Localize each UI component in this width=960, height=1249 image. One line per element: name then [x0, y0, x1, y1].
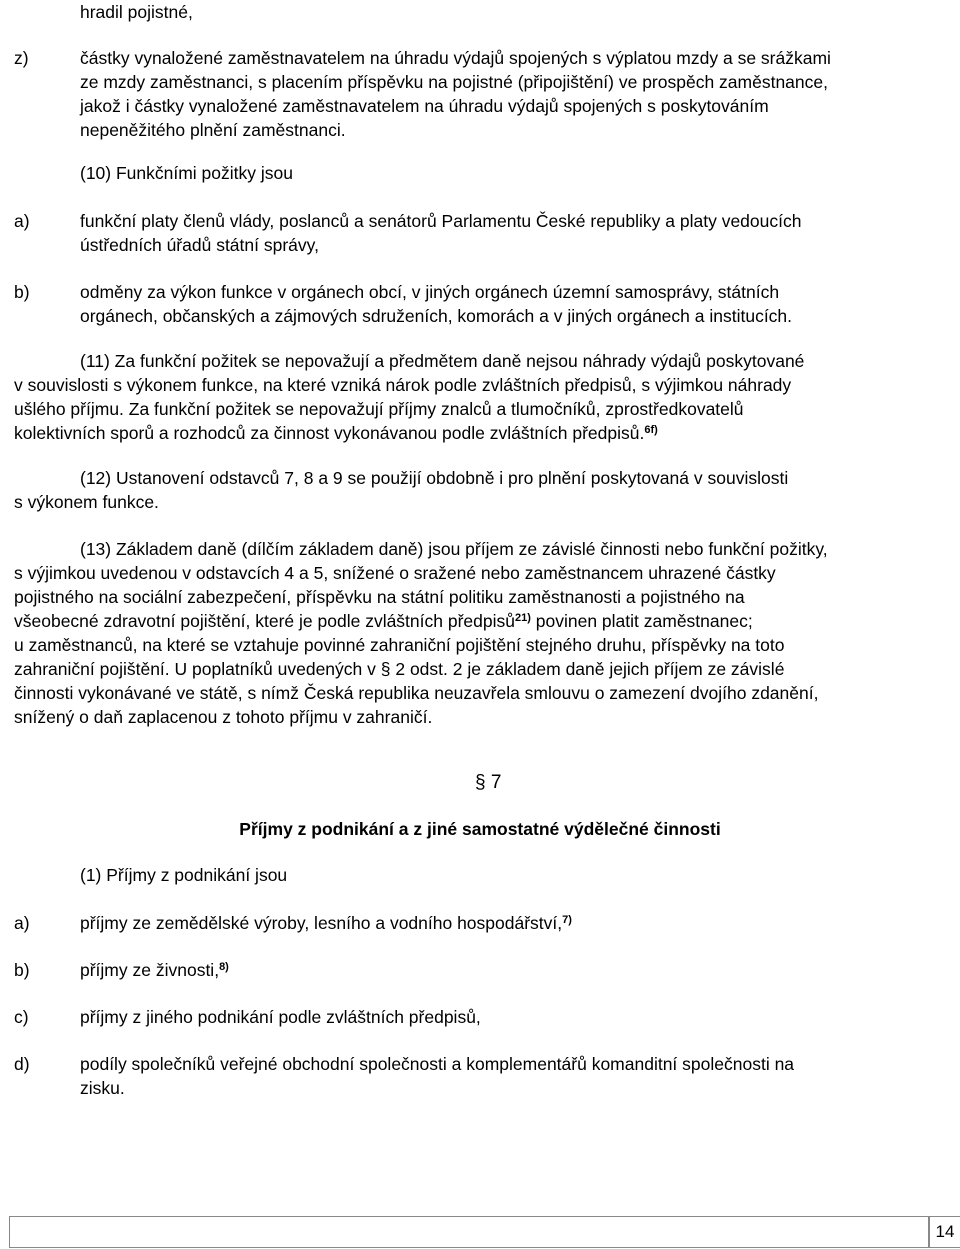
- continuation-text: hradil pojistné,: [80, 2, 193, 22]
- item-label: z): [14, 48, 29, 68]
- item-z-text: částky vynaložené zaměstnavatelem na úhradu výdajů spojených s výplatou mzdy a se srážkami ze mzdy zaměstnanci, s placením příspěvku na pojistné (připojištění) ve prospěch zaměstnance, jakož i částky vynaložené zaměstnavatelem na úhradu výdajů spojených s poskytováním nepeněžitého plnění zaměstnanci.: [80, 48, 831, 140]
- footnote-ref: 21): [515, 612, 531, 624]
- section7-paragraph-1-intro: (1) Příjmy z podnikání jsou: [80, 865, 288, 885]
- paragraph-13: (13) Základem daně (dílčím základem daně) jsou příjem ze závislé činnosti nebo funkční požitky, s výjimkou uvedenou v odstavcích 4 a 5, snížené o sražené nebo zaměstnancem uhrazené částky pojistného na sociální zabezpečení, příspěvku na státní politiku zaměstnanosti a pojistného na všeobecné zdravotní pojištění, které je podle zvláštních předpisů$^{21)}$ povinen platit zaměstnanec; u zaměstnanců, na které se vztahuje povinné zahraniční pojištění stejného druhu, příspěvky na toto zahraniční pojištění. U poplatníků uvedených v § 2 odst. 2 je základem daně jejich příjem ze závislé činnosti vykonávané ve státě, s nímž Česká republika neuzavřela smlouvu o zamezení dvojího zdanění, snížený o daň zaplacenou z tohoto příjmu v zahraničí.: [14, 539, 828, 727]
- item-label: a): [14, 913, 30, 933]
- item-label: c): [14, 1007, 29, 1027]
- item-label: a): [14, 211, 30, 231]
- paragraph-11: (11) Za funkční požitek se nepovažují a předmětem daně nejsou náhrady výdajů poskytované v souvislosti s výkonem funkce, na které vzniká nárok podle zvláštních předpisů, s výjimkou náhrady ušlého příjmu. Za funkční požitek se nepovažují příjmy znalců a tlumočníků, zprostředkovatelů kolektivních sporů a rozhodců za činnost vykonávanou podle zvláštních předpisů.$^{6f)}$: [14, 351, 805, 443]
- footnote-ref: 6f): [644, 424, 658, 436]
- item-label: b): [14, 282, 30, 302]
- item-b-text: příjmy ze živnosti,$^{8)}$: [80, 960, 229, 980]
- page-number: 14: [929, 1216, 960, 1248]
- footnote-ref: 8): [219, 961, 229, 973]
- section-number: § 7: [475, 772, 502, 793]
- paragraph-12: (12) Ustanovení odstavců 7, 8 a 9 se použijí obdobně i pro plnění poskytovaná v souvislosti s výkonem funkce.: [14, 468, 789, 512]
- item-d-text: podíly společníků veřejné obchodní společnosti a komplementářů komanditní společnosti na zisku.: [80, 1054, 795, 1098]
- item-a-text: příjmy ze zemědělské výroby, lesního a vodního hospodářství,$^{7)}$: [80, 913, 572, 933]
- item-a-text: funkční platy členů vlády, poslanců a senátorů Parlamentu České republiky a platy vedoucích ústředních úřadů státní správy,: [80, 211, 802, 255]
- footnote-ref: 7): [562, 914, 572, 926]
- paragraph-10-intro: (10) Funkčními požitky jsou: [80, 163, 293, 183]
- section-heading: Příjmy z podnikání a z jiné samostatné výdělečné činnosti: [239, 819, 721, 839]
- item-label: d): [14, 1054, 30, 1074]
- item-label: b): [14, 960, 30, 980]
- item-c-text: příjmy z jiného podnikání podle zvláštních předpisů,: [80, 1007, 481, 1027]
- item-b-text: odměny za výkon funkce v orgánech obcí, v jiných orgánech územní samosprávy, státních orgánech, občanských a zájmových sdruženích, komorách a v jiných orgánech a institucích.: [80, 282, 793, 326]
- footer-box: [9, 1216, 929, 1248]
